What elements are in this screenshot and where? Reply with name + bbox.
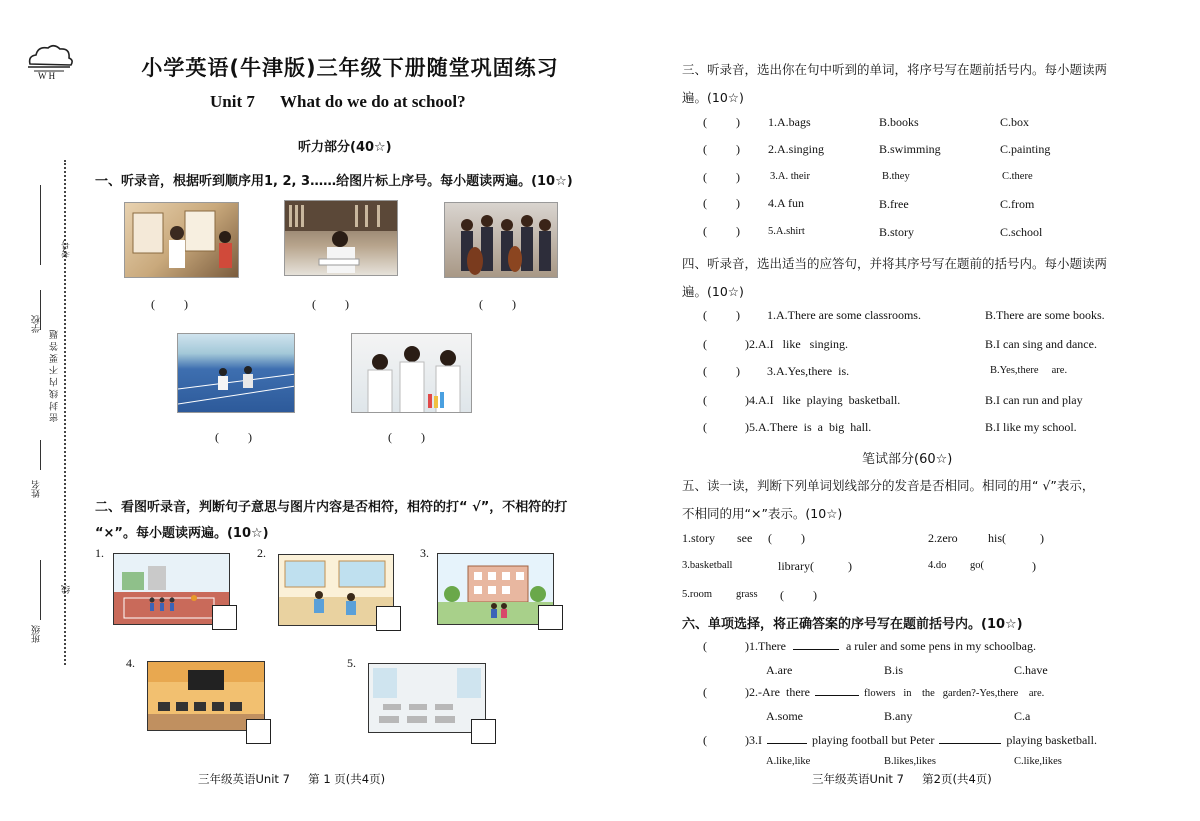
s2-picture-3-school-building xyxy=(437,553,554,625)
s6-q1-post: a ruler and some pens in my schoolbag. xyxy=(845,639,1036,653)
s4-answer-3[interactable]: ( ) xyxy=(703,364,741,378)
s6-q2-open[interactable]: ( xyxy=(703,685,708,699)
s4-heading-line1: 四、听录音，选出适当的应答句，并将其序号写在题前的括号内。每小题读两 xyxy=(682,256,1108,271)
s5-item5-answer[interactable]: ( ) xyxy=(780,588,818,602)
s4-answer-2-open[interactable]: ( xyxy=(703,337,708,351)
s6-q3-blank-2[interactable] xyxy=(939,743,1001,744)
s6-q3-a: A.like,like xyxy=(766,756,811,767)
s6-q2-post: flowers in the garden?-Yes,there are. xyxy=(863,688,1045,699)
s6-q2-c: C.a xyxy=(1014,709,1031,723)
writing-section-header: 笔试部分(60☆) xyxy=(862,452,953,467)
s3-row4-c: C.from xyxy=(1000,197,1035,211)
library-reading-photo xyxy=(284,200,398,276)
footer-page-1: 三年级英语Unit 7 第 1 页(共4页) xyxy=(198,772,386,786)
s4-row1-a: 1.A.There are some classrooms. xyxy=(767,308,921,322)
s3-row3-b: B.they xyxy=(882,171,910,182)
s6-q3-post: playing basketball. xyxy=(1006,733,1097,747)
s3-row1-c: C.box xyxy=(1000,115,1030,129)
s5-item1-answer[interactable]: ( ) xyxy=(768,531,806,545)
s5-item4-word1: 4.do xyxy=(928,560,947,571)
unit-subtitle: Unit 7 What do we do at school? xyxy=(210,92,466,111)
s3-row2-b: B.swimming xyxy=(879,142,941,156)
s6-q2-pre: )2.-Are there xyxy=(745,685,810,699)
s5-item2-word2: his( xyxy=(988,531,1006,545)
s6-q1-blank[interactable] xyxy=(793,649,839,650)
s1-answer-5[interactable]: ( ) xyxy=(388,430,426,444)
name-label: 姓名 xyxy=(32,480,42,498)
s2-picture-5-empty-classroom xyxy=(368,663,486,733)
s3-row5-b: B.story xyxy=(879,225,915,239)
s5-item5-word1: 5.room xyxy=(682,589,713,600)
s4-row1-b: B.There are some books. xyxy=(985,308,1105,322)
s6-q3-pre: )3.I xyxy=(745,733,762,747)
s5-heading-line2: 不相同的用“×”表示。(10☆) xyxy=(682,506,843,521)
class-label: 班级 xyxy=(32,625,42,643)
s4-answer-1[interactable]: ( ) xyxy=(703,308,741,322)
seal-line-mark: 线 xyxy=(62,585,72,594)
s6-q1-c: C.have xyxy=(1014,663,1048,677)
s3-answer-2[interactable]: ( ) xyxy=(703,142,741,156)
s5-item3-word1: 3.basketball xyxy=(682,560,733,571)
s5-heading-line1: 五、读一读，判断下列单词划线部分的发音是否相同。相同的用“ √”表示， xyxy=(682,478,1095,493)
s2-checkbox-1[interactable] xyxy=(212,605,237,630)
s1-answer-2[interactable]: ( ) xyxy=(312,297,350,311)
s6-q2-a: A.some xyxy=(766,709,803,723)
s1-answer-1[interactable]: ( ) xyxy=(151,297,189,311)
s2-num-4: 4. xyxy=(126,656,135,670)
school-label: 学校 xyxy=(32,315,42,333)
s1-heading: 一、听录音，根据听到顺序用1, 2, 3……给图片标上序号。每小题读两遍。(10☆) xyxy=(95,174,573,189)
s2-num-1: 1. xyxy=(95,546,104,560)
science-class-photo xyxy=(351,333,472,413)
s4-row5-b: B.I like my school. xyxy=(985,420,1077,434)
s5-item2-word1: 2.zero xyxy=(928,531,958,545)
s3-row1-b: B.books xyxy=(879,115,919,129)
music-class-photo xyxy=(444,202,558,278)
s1-answer-3[interactable]: ( ) xyxy=(479,297,517,311)
s6-q2-b: B.any xyxy=(884,709,913,723)
s5-item2-answer[interactable]: ) xyxy=(1040,531,1045,545)
s3-row2-a: 2.A.singing xyxy=(768,142,825,156)
s6-q2-blank[interactable] xyxy=(815,695,859,696)
s2-checkbox-4[interactable] xyxy=(246,719,271,744)
s2-checkbox-2[interactable] xyxy=(376,606,401,631)
logo-text: W H xyxy=(38,71,56,81)
running-race-photo xyxy=(177,333,295,413)
s4-row5-a: )5.A.There is a big hall. xyxy=(745,420,872,434)
s4-row3-a: 3.A.Yes,there is. xyxy=(767,364,850,378)
s6-q1-b: B.is xyxy=(884,663,904,677)
s4-answer-5-open[interactable]: ( xyxy=(703,420,708,434)
s2-heading-line1: 二、看图听录音，判断句子意思与图片内容是否相符，相符的打“ √”，不相符的打 xyxy=(95,500,568,515)
s3-row3-a: 3.A. their xyxy=(770,171,810,182)
s6-q3-open[interactable]: ( xyxy=(703,733,708,747)
s3-row5-c: C.school xyxy=(1000,225,1043,239)
s4-row4-b: B.I can run and play xyxy=(985,393,1083,407)
s5-item5-word2: grass xyxy=(736,589,758,600)
s6-q1-a: A.are xyxy=(766,663,793,677)
s5-item4-word2: go( xyxy=(970,560,984,571)
s6-q3-mid: playing football but Peter xyxy=(812,733,935,747)
s2-heading-line2: “×”。每小题读两遍。(10☆) xyxy=(95,526,269,541)
listening-section-header: 听力部分(40☆) xyxy=(298,140,392,155)
s2-checkbox-3[interactable] xyxy=(538,605,563,630)
s5-item3-word2: library( xyxy=(778,559,814,573)
s3-answer-1[interactable]: ( ) xyxy=(703,115,741,129)
s6-q3-blank-1[interactable] xyxy=(767,743,807,744)
painting-class-photo xyxy=(124,202,239,278)
s6-q3-c: C.like,likes xyxy=(1014,756,1062,767)
s5-item4-answer[interactable]: ) xyxy=(1032,559,1037,573)
s2-num-2: 2. xyxy=(257,546,266,560)
s4-answer-4-open[interactable]: ( xyxy=(703,393,708,407)
s3-heading-line1: 三、听录音，选出你在句中听到的单词，将序号写在题前括号内。每小题读两 xyxy=(682,62,1108,77)
s3-row2-c: C.painting xyxy=(1000,142,1051,156)
s1-answer-4[interactable]: ( ) xyxy=(215,430,253,444)
s2-checkbox-5[interactable] xyxy=(471,719,496,744)
seal-line-note: 密 封 线 内 不 要 答 题 xyxy=(50,330,60,423)
s3-row4-b: B.free xyxy=(879,197,909,211)
s6-q3-b: B.likes,likes xyxy=(884,756,936,767)
class-line xyxy=(40,560,41,620)
s5-item1-word2: see xyxy=(737,531,753,545)
s2-num-5: 5. xyxy=(347,656,356,670)
s3-heading-line2: 遍。(10☆) xyxy=(682,90,744,105)
s3-row1-a: 1.A.bags xyxy=(768,115,811,129)
footer-page-2: 三年级英语Unit 7 第2页(共4页) xyxy=(812,772,992,786)
s3-row3-c: C.there xyxy=(1002,171,1033,182)
exam-number-line xyxy=(40,185,41,265)
exam-number-label: 考号 xyxy=(62,240,72,258)
s6-heading: 六、单项选择，将正确答案的序号写在题前括号内。(10☆) xyxy=(682,617,1023,632)
s4-row4-a: )4.A.I like playing basketball. xyxy=(745,393,901,407)
s6-q2-stem xyxy=(745,685,1044,700)
s5-item3-answer[interactable]: ) xyxy=(848,559,853,573)
s6-q1-pre: )1.There xyxy=(745,639,786,653)
s6-q3-stem xyxy=(745,733,1097,748)
s6-q1-stem xyxy=(745,639,1036,654)
page-title: 小学英语(牛津版)三年级下册随堂巩固练习 xyxy=(141,56,559,80)
s3-answer-5[interactable]: ( ) xyxy=(703,224,741,238)
s3-row4-a: 4.A fun xyxy=(768,196,804,210)
s4-row2-b: B.I can sing and dance. xyxy=(985,337,1097,351)
s4-heading-line2: 遍。(10☆) xyxy=(682,284,744,299)
s3-answer-3[interactable]: ( ) xyxy=(703,170,741,184)
s3-answer-4[interactable]: ( ) xyxy=(703,196,741,210)
s4-row2-a: )2.A.I like singing. xyxy=(745,337,848,351)
s5-item1-word1: 1.story xyxy=(682,531,715,545)
s3-row5-a: 5.A.shirt xyxy=(768,226,805,237)
s6-q1-open[interactable]: ( xyxy=(703,639,708,653)
name-line xyxy=(40,440,41,470)
s4-row3-b: B.Yes,there are. xyxy=(990,365,1068,376)
s2-num-3: 3. xyxy=(420,546,429,560)
